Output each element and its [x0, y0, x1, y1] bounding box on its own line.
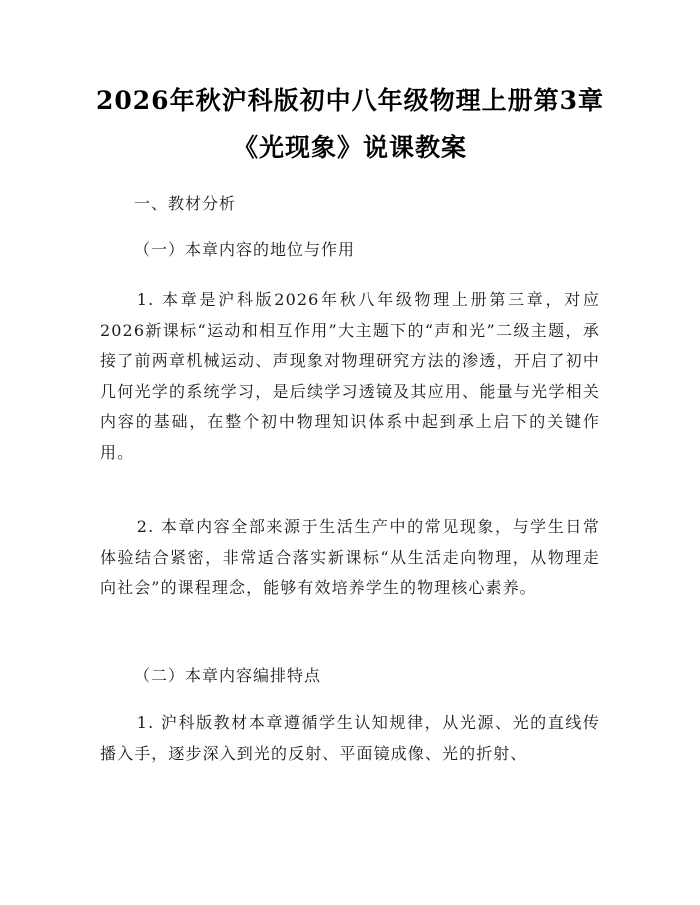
- paragraph-1: 1. 本章是沪科版2026年秋八年级物理上册第三章，对应2026新课标“运动和相互作用”大主题下的“声和光”二级主题，承接了前两章机械运动、声现象对物理研究方法的渗透，开启了初中几何光学的系统学习，是后续学习透镜及其应用、能量与光学相关内容的基础，在整个初中物理知识体系中起到承上启下的关键作用。: [100, 290, 600, 462]
- paragraph-3: 1. 沪科版教材本章遵循学生认知规律，从光源、光的直线传播入手，逐步深入到光的反射、平面镜成像、光的折射、: [100, 713, 600, 763]
- section-heading-textbook-analysis: 一、教材分析: [134, 194, 237, 213]
- document-title-line-1: 2026年秋沪科版初中八年级物理上册第3章: [96, 86, 604, 115]
- document-title-line-2: 《光现象》说课教案: [232, 133, 467, 162]
- subsection-heading-arrangement: （二）本章内容编排特点: [134, 666, 322, 685]
- paragraph-2: 2. 本章内容全部来源于生活生产中的常见现象，与学生日常体验结合紧密，非常适合落实新课标“从生活走向物理，从物理走向社会”的课程理念，能够有效培养学生的物理核心素养。: [100, 517, 600, 597]
- subsection-heading-position-role: （一）本章内容的地位与作用: [134, 240, 356, 259]
